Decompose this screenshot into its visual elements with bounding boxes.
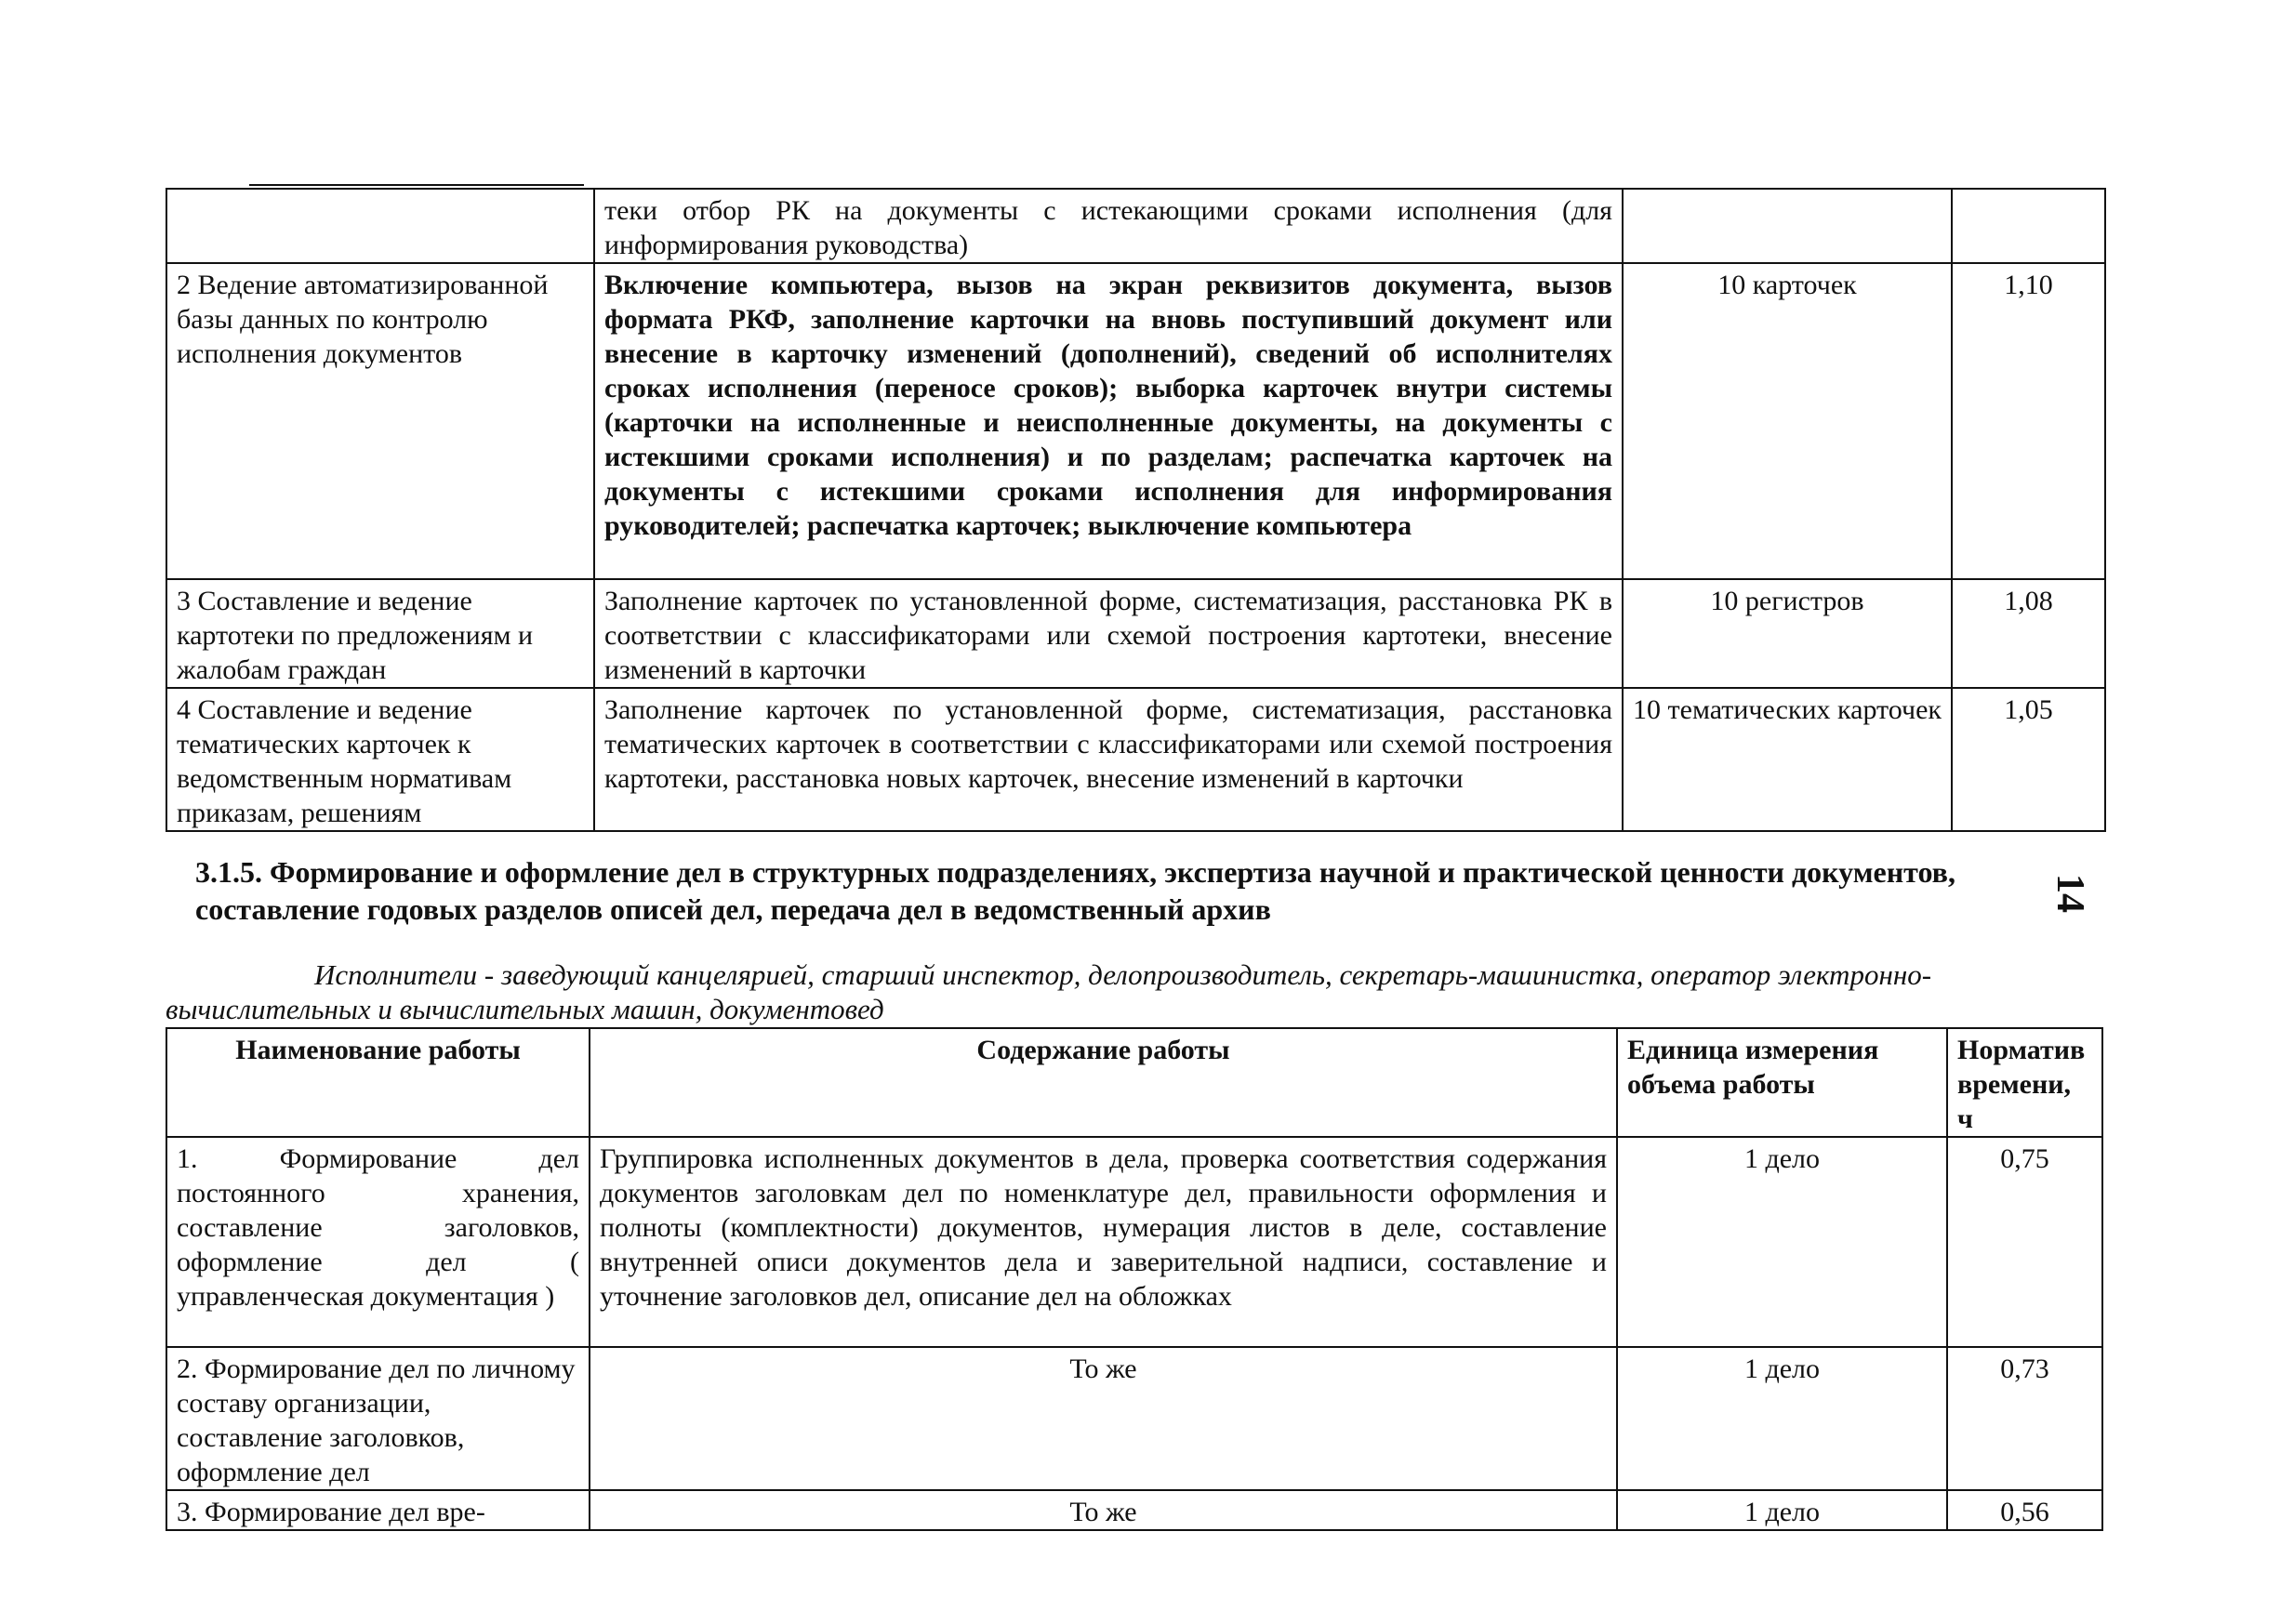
table-row bbox=[166, 1137, 2102, 1347]
work-content-cell: Заполнение карточек по установленной форме, систематизация, расстановка тематических карточек в соответствии с классификаторами или схемой построения картотеки, расстановка новых карточек, внесение изменений в карточки bbox=[594, 688, 1623, 831]
table-row bbox=[166, 263, 2105, 579]
work-content-cell: Включение компьютера, вызов на экран реквизитов документа, вызов формата РКФ, заполнение карточки на вновь поступивший документ или внесение в карточку изменений (дополнений), сведений об исполнителях сроках исполнения (переносе сроков); выборка карточек внутри системы (карточки на исполненные и неисполненные документы, на документы с истекшими сроками исполнения) и по разделам; распечатка карточек на документы с истекшими сроками исполнения для информирования руководителей; распечатка карточек; выключение компьютера bbox=[594, 263, 1623, 579]
column-header-content: Содержание работы bbox=[590, 1028, 1617, 1137]
unit-cell: 10 тематических карточек bbox=[1623, 688, 1952, 831]
norms-table bbox=[166, 1027, 2103, 1531]
table-header-row bbox=[166, 1028, 2102, 1137]
norm-cell: 0,56 bbox=[1947, 1490, 2102, 1530]
work-content-cell: То же bbox=[590, 1347, 1617, 1490]
work-name-cell: 3 Составление и ведение картотеки по предложениям и жалобам граждан bbox=[166, 579, 594, 688]
work-name-cell: 2 Ведение автоматизированной базы данных по контролю исполнения документов bbox=[166, 263, 594, 579]
work-name-cell: 1. Формирование дел постоянного хранения, составление заголовков, оформление дел ( управленческая документация ) bbox=[166, 1137, 590, 1347]
page-number: 14 bbox=[2048, 874, 2091, 913]
norm-cell: 1,05 bbox=[1952, 688, 2105, 831]
unit-cell: 1 дело bbox=[1617, 1137, 1947, 1347]
unit-cell: 10 карточек bbox=[1623, 263, 1952, 579]
table-row bbox=[166, 1490, 2102, 1530]
table-row bbox=[166, 1347, 2102, 1490]
norm-cell: 0,73 bbox=[1947, 1347, 2102, 1490]
norm-cell bbox=[1952, 189, 2105, 263]
work-content-cell: Заполнение карточек по установленной форме, систематизация, расстановка РК в соответствии с классификаторами или схемой построения картотеки, внесение изменений в карточки bbox=[594, 579, 1623, 688]
column-header-name: Наименование работы bbox=[166, 1028, 590, 1137]
section-heading: 3.1.5. Формирование и оформление дел в структурных подразделениях, экспертиза научной и практической ценности документов, составление годовых разделов описей дел, передача дел в ведомственный архив bbox=[195, 855, 1955, 926]
work-content-cell: теки отбор РК на документы с истекающими сроками исполнения (для информирования руководства) bbox=[594, 189, 1623, 263]
table-row bbox=[166, 189, 2105, 263]
norms-table-continued bbox=[166, 188, 2106, 832]
norm-cell: 1,08 bbox=[1952, 579, 2105, 688]
table-row bbox=[166, 688, 2105, 831]
unit-cell: 10 регистров bbox=[1623, 579, 1952, 688]
work-content-cell: Группировка исполненных документов в дела, проверка соответствия содержания документов заголовкам дел по номенклатуре дел, правильности оформления и полноты (комплектности) документов, нумерация листов в деле, составление внутренней описи документов дела и заверительной надписи, составление и уточнение заголовков дел, описание дел на обложках bbox=[590, 1137, 1617, 1347]
work-name-cell: 3. Формирование дел вре- bbox=[166, 1490, 590, 1530]
executors-paragraph bbox=[166, 957, 2072, 1026]
work-content-cell: То же bbox=[590, 1490, 1617, 1530]
work-name-cell: 4 Составление и ведение тематических карточек к ведомственным нормативам приказам, решениям bbox=[166, 688, 594, 831]
top-rule bbox=[249, 184, 584, 186]
unit-cell: 1 дело bbox=[1617, 1347, 1947, 1490]
table-row bbox=[166, 579, 2105, 688]
unit-cell: 1 дело bbox=[1617, 1490, 1947, 1530]
work-name-cell: 2. Формирование дел по личному составу организации, составление заголовков, оформление дел bbox=[166, 1347, 590, 1490]
column-header-norm: Норматив времени, ч bbox=[1947, 1028, 2102, 1137]
executors-text: Исполнители - заведующий канцелярией, старший инспектор, делопроизводитель, секретарь-машинистка, оператор электронно-вычислительных и вычислительных машин, документовед bbox=[166, 958, 1932, 1025]
column-header-unit: Единица измерения объема работы bbox=[1617, 1028, 1947, 1137]
unit-cell bbox=[1623, 189, 1952, 263]
norm-cell: 0,75 bbox=[1947, 1137, 2102, 1347]
work-name-cell bbox=[166, 189, 594, 263]
norm-cell: 1,10 bbox=[1952, 263, 2105, 579]
